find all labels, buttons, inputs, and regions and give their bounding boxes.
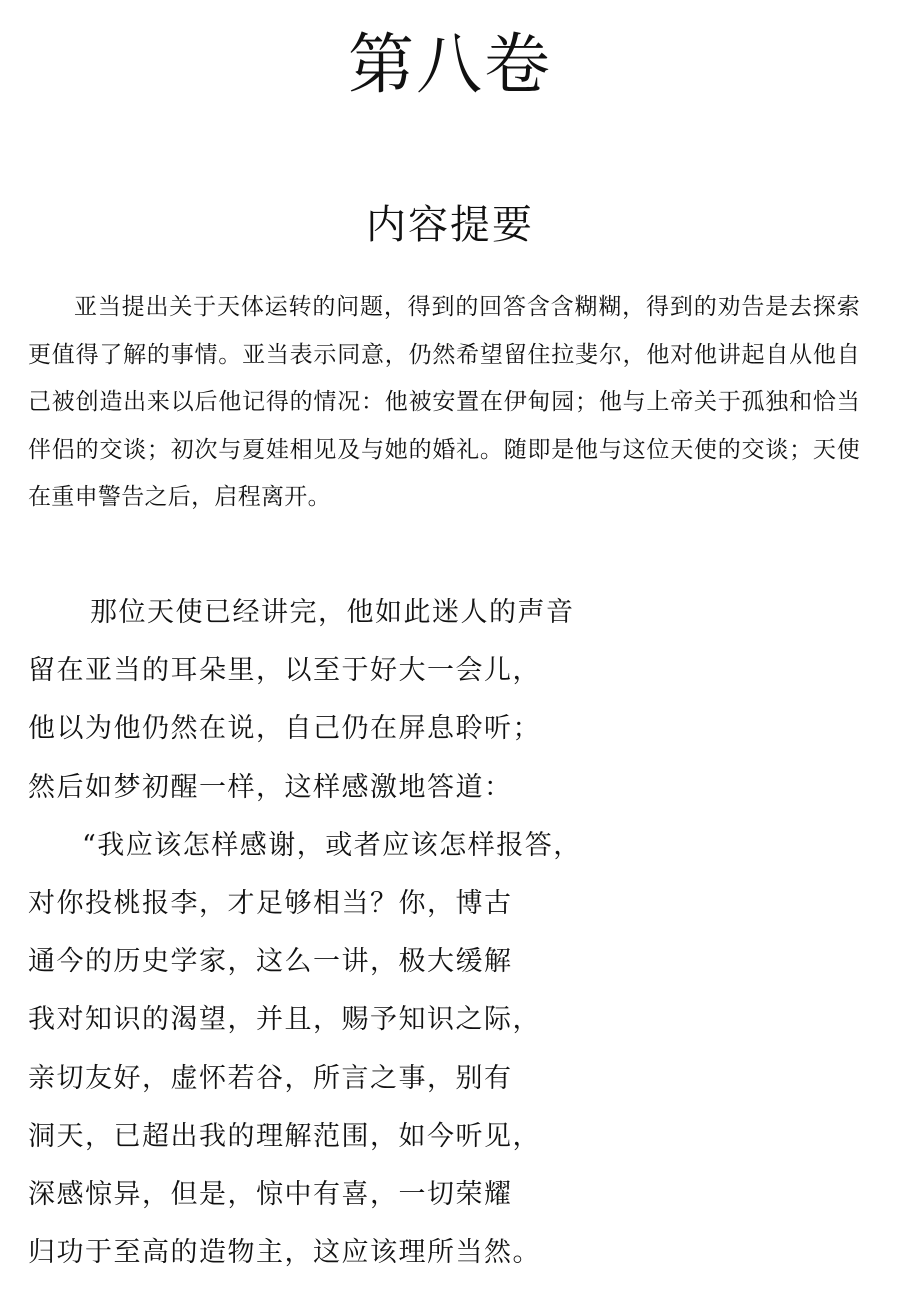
poem-text bbox=[28, 584, 728, 1282]
poem-line: 对你投桃报李，才足够相当？你，博古 bbox=[28, 887, 513, 919]
poem-line: 通今的历史学家，这么一讲，极大缓解 bbox=[28, 946, 513, 978]
poem-line: 然后如梦初醒一样，这样感激地答道： bbox=[28, 771, 513, 803]
summary-paragraph: 亚当提出关于天体运转的问题，得到的回答含含糊糊，得到的劝告是去探索更值得了解的事情。亚当表示同意，仍然希望留住拉斐尔，他对他讲起自从他自己被创造出来以后他记得的情况：他被安置在伊甸园；他与上帝关于孤独和恰当伴侣的交谈；初次与夏娃相见及与她的婚礼。随即是他与这位天使的交谈；天使在重申警告之后，启程离开。 bbox=[28, 294, 860, 510]
poem-line: 洞天，已超出我的理解范围，如今听见， bbox=[28, 1120, 541, 1152]
poem-line: 他以为他仍然在说，自己仍在屏息聆听； bbox=[28, 713, 541, 745]
poem-line: “我应该怎样感谢，或者应该怎样报答， bbox=[82, 829, 582, 861]
poem-line: 留在亚当的耳朵里，以至于好大一会儿， bbox=[28, 655, 541, 687]
poem-line: 归功于至高的造物主，这应该理所当然。 bbox=[28, 1237, 541, 1269]
summary-heading: 内容提要 bbox=[366, 202, 534, 248]
poem-line: 深感惊异，但是，惊中有喜，一切荣耀 bbox=[28, 1178, 513, 1210]
poem-line: 那位天使已经讲完，他如此迷人的声音 bbox=[90, 597, 575, 628]
chapter-title: 第八卷 bbox=[348, 26, 552, 103]
poem-line: 亲切友好，虚怀若谷，所言之事，别有 bbox=[28, 1062, 513, 1094]
poem-line: 我对知识的渴望，并且，赐予知识之际， bbox=[28, 1004, 541, 1036]
